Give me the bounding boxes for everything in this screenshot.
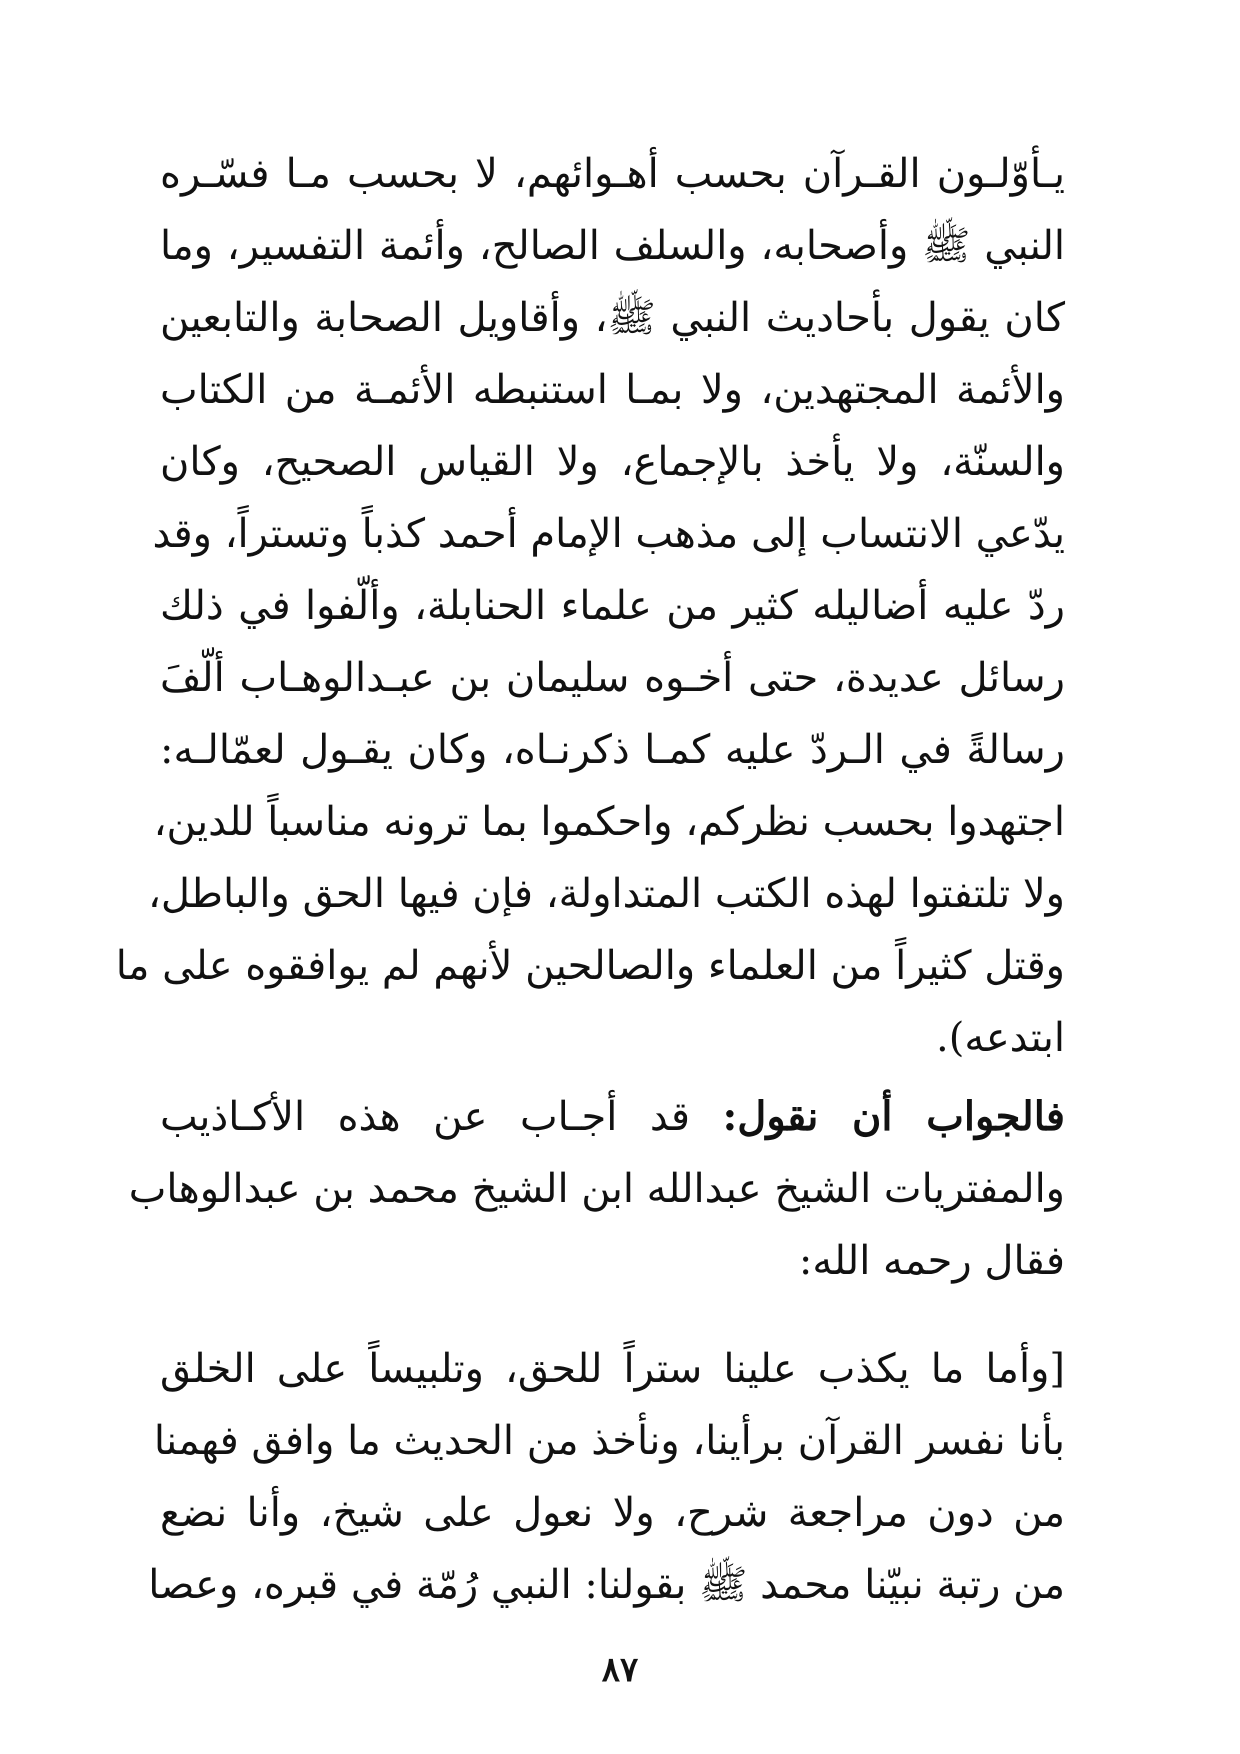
paragraph-1-line-9: رسالةً في الـردّ عليه كمـا ذكرنـاه، وكان يقـول لعمّالـه: (160, 727, 1065, 773)
paragraph-1-line-11: ولا تلتفتوا لهذه الكتب المتداولة، فإن فيها الحق والباطل، (147, 871, 1065, 917)
paragraph-1-line-2: النبي ﷺ وأصحابه، والسلف الصالح، وأئمة التفسير، وما (160, 223, 1065, 269)
paragraph-1-line-5: والسنّة، ولا يأخذ بالإجماع، ولا القياس الصحيح، وكان (160, 439, 1065, 485)
answer-lead-phrase: فالجواب أن نقول: (722, 1093, 1066, 1140)
paragraph-2-line-2: والمفتريات الشيخ عبدالله ابن الشيخ محمد بن عبدالوهاب (128, 1166, 1065, 1212)
paragraph-2-line-1-rest: قد أجـاب عن هذه الأكـاذيب (160, 1094, 723, 1140)
page-number: ٨٧ (601, 1650, 639, 1690)
paragraph-3 (148, 1333, 1065, 1621)
paragraph-1-line-7: ردّ عليه أضاليله كثير من علماء الحنابلة، وألّفوا في ذلك (160, 583, 1065, 629)
paragraph-1-line-1: يـأوّلـون القـرآن بحسب أهـوائهم، لا بحسب مـا فسّـره (160, 151, 1065, 197)
paragraph-1 (115, 138, 1066, 1074)
paragraph-1-line-4: والأئمة المجتهدين، ولا بمـا استنبطه الأئمـة من الكتاب (160, 367, 1065, 413)
paragraph-2-line-1 (160, 1081, 1065, 1153)
paragraph-3-line-1: [وأما ما يكذب علينا ستراً للحق، وتلبيساً على الخلق (160, 1346, 1065, 1392)
paragraph-1-line-8: رسائل عديدة، حتى أخـوه سليمان بن عبـدالوهـاب ألّفَ (160, 655, 1066, 701)
paragraph-1-line-13: ابتدعه). (936, 1015, 1065, 1061)
paragraph-3-line-3: من دون مراجعة شرح، ولا نعول على شيخ، وأنا نضع (160, 1490, 1065, 1536)
paragraph-2 (128, 1081, 1066, 1297)
paragraph-3-line-4: من رتبة نبيّنا محمد ﷺ بقولنا: النبي رُمّة في قبره، وعصا (148, 1562, 1065, 1608)
paragraph-1-line-12: وقتل كثيراً من العلماء والصالحين لأنهم لم يوافقوه على ما (115, 943, 1065, 989)
paragraph-1-line-6: يدّعي الانتساب إلى مذهب الإمام أحمد كذباً وتستراً، وقد (152, 511, 1065, 557)
paragraph-2-line-3: فقال رحمه الله: (798, 1238, 1065, 1284)
paragraph-1-line-3: كان يقول بأحاديث النبي ﷺ، وأقاويل الصحابة والتابعين (160, 295, 1065, 341)
paragraph-1-line-10: اجتهدوا بحسب نظركم، واحكموا بما ترونه مناسباً للدين، (153, 799, 1065, 845)
paragraph-3-line-2: بأنا نفسر القرآن برأينا، ونأخذ من الحديث ما وافق فهمنا (153, 1418, 1065, 1464)
